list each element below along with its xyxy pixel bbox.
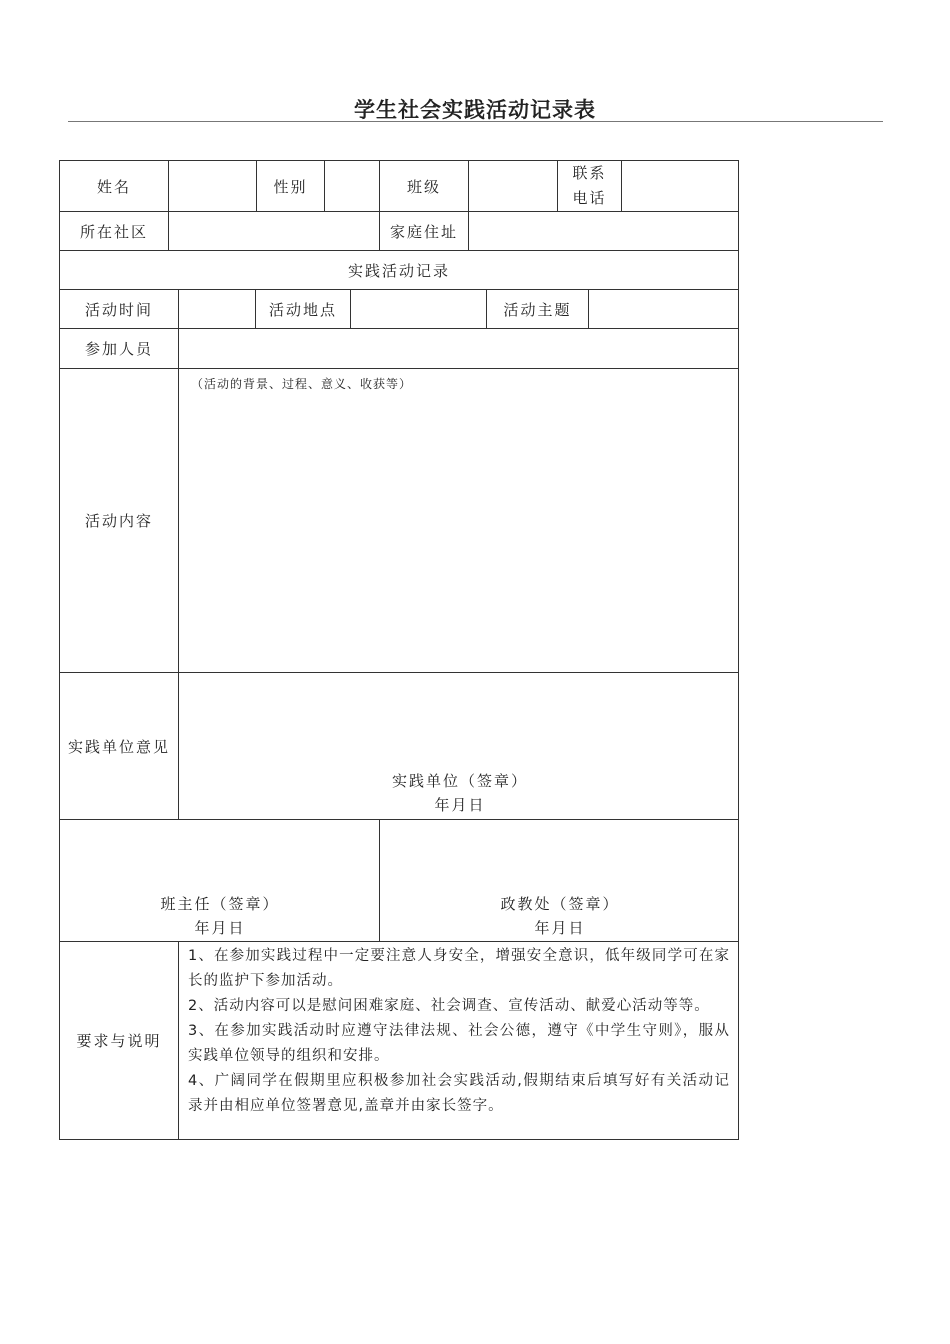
gender-label: 性别 [256,160,325,212]
requirement-item-1: 1、在参加实践过程中一定要注意人身安全，增强安全意识，低年级同学可在家长的监护下参加活动。 [188,948,730,989]
gender-field[interactable] [324,160,380,212]
content-field[interactable] [178,368,739,673]
content-label: 活动内容 [59,368,179,673]
section-header: 实践活动记录 [59,250,739,290]
office-sign-text: 政教处（签章） [500,895,620,913]
teacher-sign [140,892,300,940]
phone-label-line2: 电话 [572,189,607,207]
unit-sign [380,769,540,817]
participants-label: 参加人员 [59,328,179,369]
address-field[interactable] [468,211,739,251]
phone-label [557,160,622,212]
requirement-item-3: 3、在参加实践活动时应遵守法律法规、社会公德，遵守《中学生守则》，服从实践单位领导的组织和安排。 [188,1023,730,1064]
place-field[interactable] [350,289,487,329]
phone-label-line1: 联系 [572,164,607,182]
form-title: 学生社会实践活动记录表 [354,97,596,122]
unit-date: 年月日 [434,796,486,814]
title-rule [68,121,883,122]
community-label: 所在社区 [59,211,169,251]
unit-sign-text: 实践单位（签章） [391,772,528,790]
unit-opinion-label: 实践单位意见 [59,672,179,820]
theme-label: 活动主题 [486,289,589,329]
time-label: 活动时间 [59,289,179,329]
requirements-label: 要求与说明 [59,941,179,1140]
phone-field[interactable] [621,160,739,212]
name-field[interactable] [168,160,257,212]
time-field[interactable] [178,289,256,329]
requirement-item-4: 4、广阔同学在假期里应积极参加社会实践活动,假期结束后填写好有关活动记录并由相应单位签署意见,盖章并由家长签字。 [188,1073,730,1114]
place-label: 活动地点 [255,289,351,329]
class-label: 班级 [379,160,469,212]
requirements-list [188,944,730,1119]
office-sign [480,892,640,940]
address-label: 家庭住址 [379,211,469,251]
community-field[interactable] [168,211,380,251]
content-hint: （活动的背景、过程、意义、收获等） [191,377,413,391]
requirement-item-2: 2、活动内容可以是慰问困难家庭、社会调查、宣传活动、献爱心活动等等。 [188,998,710,1014]
theme-field[interactable] [588,289,739,329]
office-date: 年月日 [534,919,586,937]
name-label: 姓名 [59,160,169,212]
class-field[interactable] [468,160,558,212]
teacher-sign-text: 班主任（签章） [160,895,280,913]
teacher-date: 年月日 [194,919,246,937]
participants-field[interactable] [178,328,739,369]
